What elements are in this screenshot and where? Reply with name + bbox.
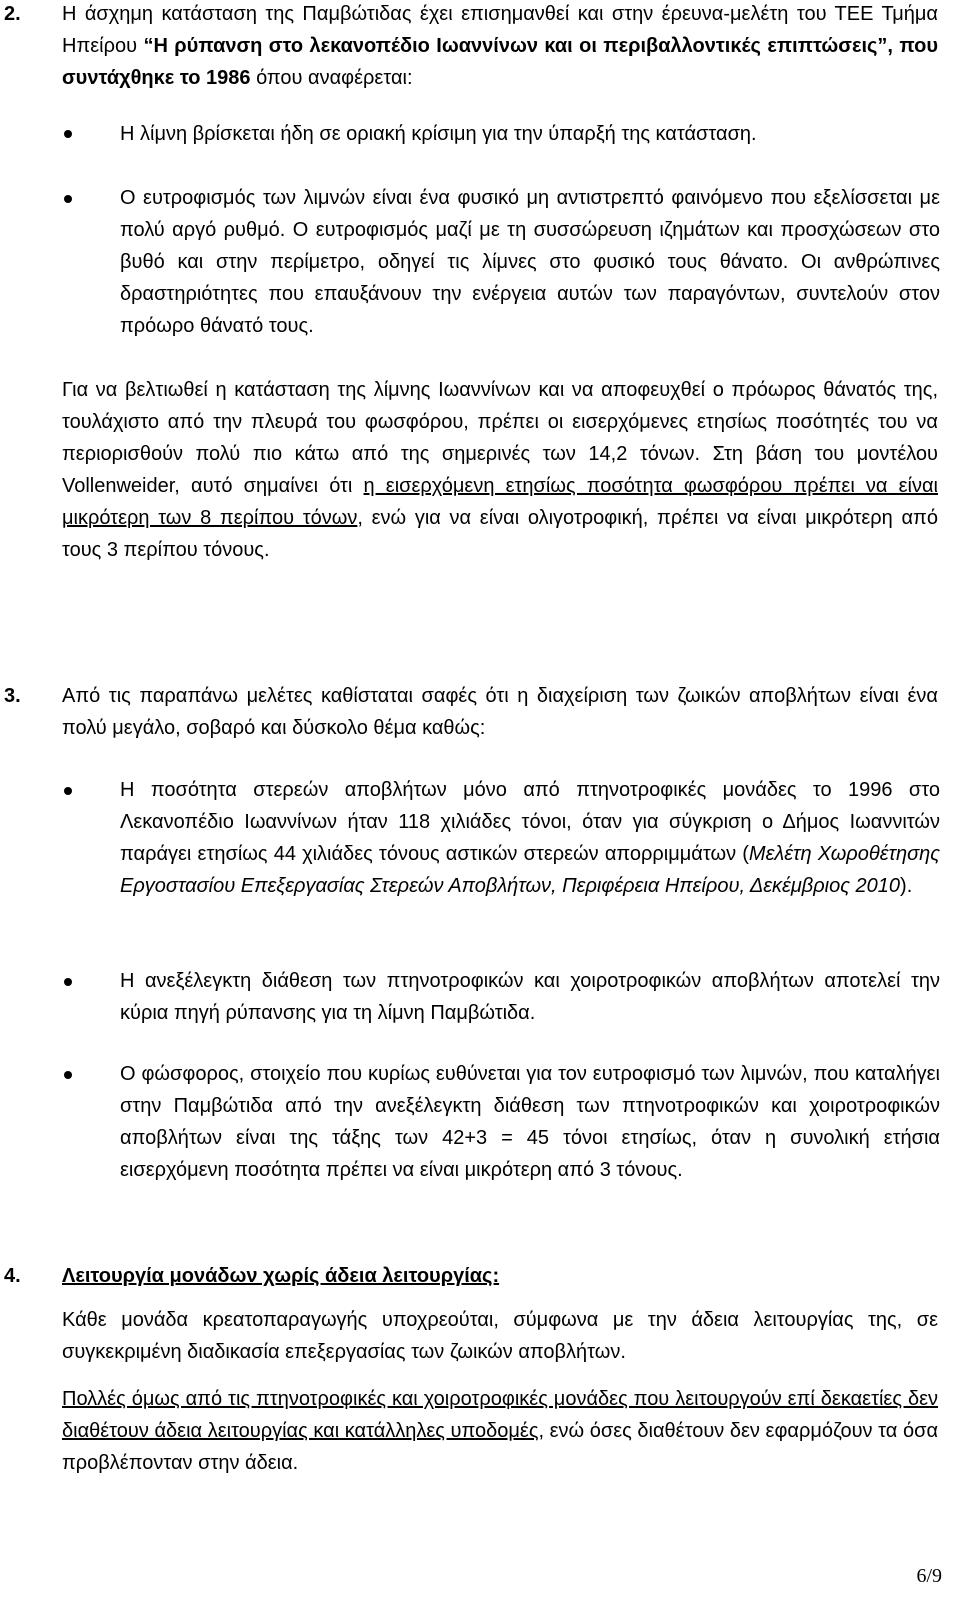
section-4-paragraph: Κάθε μονάδα κρεατοπαραγωγής υποχρεούται, σύμφωνα με την άδεια λειτουργίας της, σε συγκεκριμένη διαδικασία επεξεργασίας των ζωικών αποβλήτων. (62, 1309, 938, 1363)
paragraph-text-end: ενώ όσες διαθέτουν δεν εφαρμόζουν τα όσα προβλέπονταν στην άδεια. (62, 1420, 938, 1474)
section-3-intro: Από τις παραπάνω μελέτες καθίσταται σαφές ότι η διαχείριση των ζωικών αποβλήτων είναι ένα πολύ μεγάλο, σοβαρό και δύσκολο θέμα καθώς: (62, 685, 938, 739)
bullet-text: Η ποσότητα στερεών αποβλήτων μόνο από πτηνοτροφικές μονάδες το 1996 στο Λεκανοπέδιο Ιωαννίνων ήταν 118 χιλιάδες τόνοι, όταν για σύγκριση ο Δήμος Ιωαννιτών παράγει ετησίως 44 χιλιάδες τόνους αστικών στερεών απορριμμάτων ( (120, 779, 940, 865)
intro-text-end: όπου αναφέρεται: (256, 67, 413, 89)
bullet-icon (64, 1071, 72, 1079)
bullet-item: Η ανεξέλεγκτη διάθεση των πτηνοτροφικών και χοιροτροφικών αποβλήτων αποτελεί την κύρια πηγή ρύπανσης για τη λίμνη Παμβώτιδα. (120, 970, 940, 1024)
bullet-icon (64, 787, 72, 795)
bullet-item: Ο φώσφορος, στοιχείο που κυρίως ευθύνεται για τον ευτροφισμό των λιμνών, που καταλήγει στην Παμβώτιδα από την ανεξέλεγκτη διάθεση των πτηνοτροφικών και χοιροτροφικών αποβλήτων είναι της τάξης των 42+3 = 45 τόνοι ετησίως, όταν η συνολική ετήσια εισερχόμενη ποσότητα πρέπει να είναι μικρότερη από 3 τόνους. (120, 1063, 940, 1181)
study-title: “Η ρύπανση στο λεκανοπέδιο Ιωαννίνων και οι περιβαλλοντικές επιπτώσεις”, που συντάχθηκε το 1986 (62, 35, 938, 89)
bullet-item: Η λίμνη βρίσκεται ήδη σε οριακή κρίσιμη για την ύπαρξή της κατάσταση. (120, 123, 757, 145)
section-number: 4. (4, 1265, 21, 1287)
page-number: 6/9 (916, 1565, 942, 1587)
paragraph-text-end: , ενώ για να είναι ολιγοτροφική, πρέπει να είναι μικρότερη από τους 3 περίπου τόνους. (62, 507, 938, 561)
underlined-text: η εισερχόμενη ετησίως ποσότητα φωσφόρου πρέπει να είναι μικρότερη των 8 περίπου τόνων (62, 475, 938, 529)
citation: Μελέτη Χωροθέτησης Εργοστασίου Επεξεργασίας Στερεών Αποβλήτων, Περιφέρεια Ηπείρου, Δεκέμβριος 2010 (120, 843, 941, 897)
intro-text: Η άσχημη κατάσταση της Παμβώτιδας έχει επισημανθεί και στην έρευνα-μελέτη του ΤΕΕ Τμήμα Ηπείρου (62, 3, 938, 57)
section-number: 2. (4, 3, 21, 25)
bullet-item (120, 774, 940, 902)
bullet-icon (64, 195, 72, 203)
paragraph-text: Για να βελτιωθεί η κατάσταση της λίμνης Ιωαννίνων και να αποφευχθεί ο πρόωρος θάνατός της, τουλάχιστο από την πλευρά του φωσφόρου, πρέπει οι εισερχόμενες ετησίως ποσότητές του να περιορισθούν πολύ πιο κάτω από της σημερινές των 14,2 τόνων. Στη βάση του μοντέλου Vollenweider, αυτό σημαίνει ότι (62, 379, 938, 497)
section-heading: Λειτουργία μονάδων χωρίς άδεια λειτουργίας: (62, 1265, 500, 1287)
section-2-paragraph (62, 374, 938, 566)
underlined-text: Πολλές όμως από τις πτηνοτροφικές και χοιροτροφικές μονάδες που λειτουργούν επί δεκαετίες δεν διαθέτουν άδεια λειτουργίας και κατάλληλες υποδομές, (62, 1388, 938, 1442)
section-2-intro (62, 0, 938, 94)
bullet-icon (64, 130, 72, 138)
bullet-item: Ο ευτροφισμός των λιμνών είναι ένα φυσικό μη αντιστρεπτό φαινόμενο που εξελίσσεται με πολύ αργό ρυθμό. Ο ευτροφισμός μαζί με τη συσσώρευση ιζημάτων και προσχώσεων στο βυθό και στην περίμετρο, οδηγεί τις λίμνες στο φυσικό τους θάνατο. Οι ανθρώπινες δραστηριότητες που επαυξάνουν την ενέργεια αυτών των παραγόντων, συντελούν στον πρόωρο θάνατό τους. (120, 187, 940, 337)
bullet-icon (64, 978, 72, 986)
section-number: 3. (4, 685, 21, 707)
bullet-text-end: ). (900, 875, 913, 897)
section-4-paragraph (62, 1383, 938, 1479)
